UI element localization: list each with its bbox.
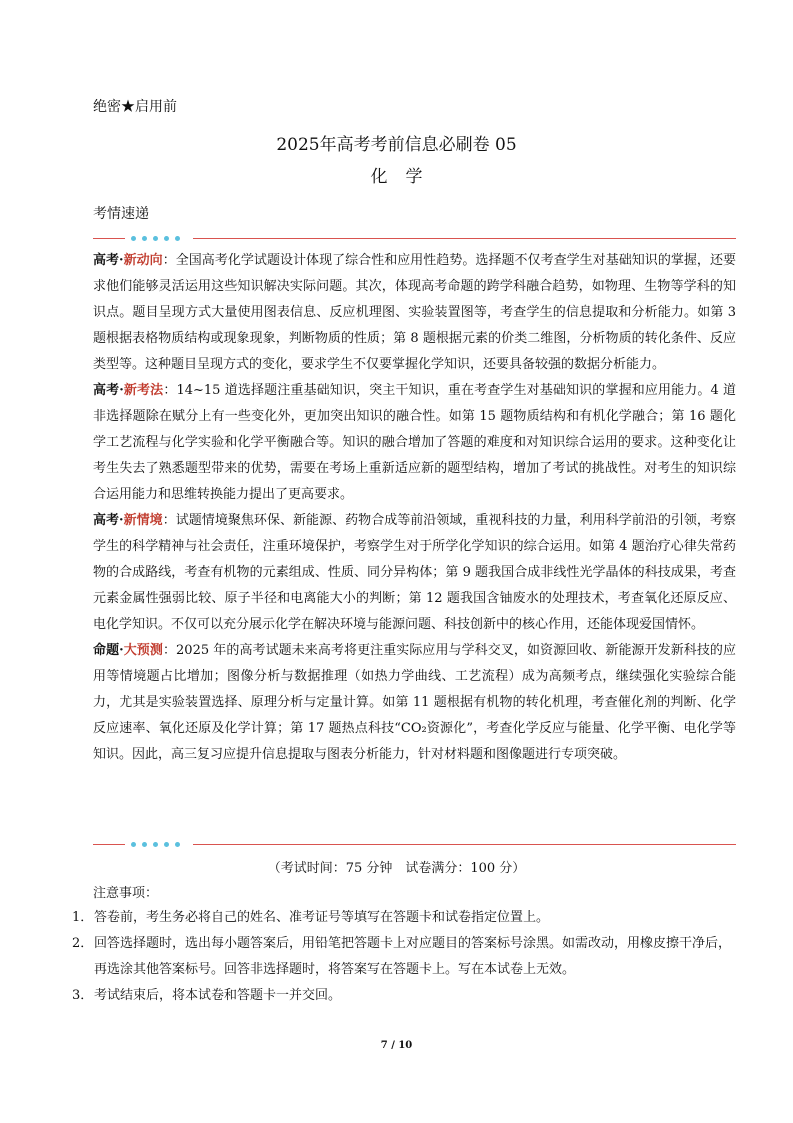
divider-dot xyxy=(164,236,169,241)
note-text: 考试结束后，将本试卷和答题卡一并交回。 xyxy=(94,988,342,1003)
section-heading: 考情速递 xyxy=(93,206,149,222)
page-title: 2025年高考考前信息必刷卷 05 xyxy=(276,135,517,155)
divider-dot xyxy=(142,236,147,241)
divider-dot xyxy=(164,842,169,847)
divider-dot xyxy=(175,236,180,241)
notes-list xyxy=(72,905,736,1009)
divider-line-left xyxy=(93,844,125,845)
divider-line-right xyxy=(193,844,736,845)
subject-title: 化学 xyxy=(370,167,441,187)
note-text: 回答选择题时，选出每小题答案后，用铅笔把答题卡上对应题目的答案标号涂黑。如需改动，用橡皮擦干净后，再选涂其他答案标号。回答非选择题时，将答案写在答题卡上。写在本试卷上无效。 xyxy=(94,936,732,977)
exam-info: （考试时间：75 分钟 试卷满分：100 分） xyxy=(267,861,526,876)
divider-line-left xyxy=(93,238,125,239)
divider-line-right xyxy=(193,238,736,239)
paragraph-tag: 高考·新情境 xyxy=(93,513,163,528)
notes-heading: 注意事项： xyxy=(93,886,159,901)
divider-dot xyxy=(175,842,180,847)
divider-dot xyxy=(142,842,147,847)
divider-dot xyxy=(153,236,158,241)
paragraph-new-context: 高考·新情境：试题情境聚焦环保、新能源、药物合成等前沿领域，重视科技的力量，利用科学前沿的引领，考察学生的科学精神与社会责任，注重环境保护，考察学生对于所学化学知识的综合运用。如第 4 题治疗心律失常药物的合成路线，考查有机物的元素组成、性质、同分异构体；第 9 题我国合成非线性光学晶体的科技成果，考查元素金属性强弱比较、原子半径和电离能大小的判断；第 12 题我国含铀废水的处理技术，考查氧化还原反应、电化学知识。不仅可以充分展示化学在解决环境与能源问题、科技创新中的核心作用，还能体现爱国情怀。 xyxy=(93,513,736,632)
paragraph-prediction: 命题·大预测：2025 年的高考试题未来高考将更注重实际应用与学科交叉，如资源回收、新能源开发新科技的应用等情境题占比增加；图像分析与数据推理（如热力学曲线、工艺流程）成为高频考点，继续强化实验综合能力，尤其是实验装置选择、原理分析与定量计算。如第 11 题根据有机物的转化机理，考查催化剂的判断、化学反应速率、氧化还原及化学计算；第 17 题热点科技“CO₂资源化”，考查化学反应与能量、化学平衡、电化学等知识。因此，高三复习应提升信息提取与图表分析能力，针对材料题和图像题进行专项突破。 xyxy=(93,643,736,762)
paragraph-new-method: 高考·新考法：14~15 道选择题注重基础知识，突主干知识，重在考查学生对基础知识的掌握和应用能力。4 道非选择题除在赋分上有一些变化外，更加突出知识的融合性。如第 15 题物质结构和有机化学融合；第 16 题化学工艺流程与化学实验和化学平衡融合等。知识的融合增加了答题的难度和对知识综合运用的要求。这种变化让考生失去了熟悉题型带来的优势，需要在考场上重新适应新的题型结构，增加了考试的挑战性。对考生的知识综合运用能力和思维转换能力提出了更高要求。 xyxy=(93,383,737,502)
note-number: 2． xyxy=(72,936,94,951)
divider-dot xyxy=(131,236,136,241)
secret-label: 绝密★启用前 xyxy=(93,99,177,115)
paragraph-new-trend: 高考·新动向：全国高考化学试题设计体现了综合性和应用性趋势。选择题不仅考查学生对基础知识的掌握，还要求他们能够灵活运用这些知识解决实际问题。其次，体现高考命题的跨学科融合趋势，如物理、生物等学科的知识点。题目呈现方式大量使用图表信息、反应机理图、实验装置图等，考查学生的信息提取和分析能力。如第 3 题根据表格物质结构或现象现象，判断物质的性质；第 8 题根据元素的价类二维图，分析物质的转化条件、反应类型等。这种题目呈现方式的变化，要求学生不仅要掌握化学知识，还要具备较强的数据分析能力。 xyxy=(93,253,736,372)
paragraph-tag: 高考·新动向 xyxy=(93,253,163,268)
bottom-divider xyxy=(93,840,736,850)
divider-dot xyxy=(131,842,136,847)
note-text: 答卷前，考生务必将自己的姓名、准考证号等填写在答题卡和试卷指定位置上。 xyxy=(94,910,550,925)
paragraph-tag: 高考·新考法 xyxy=(93,383,164,398)
note-item xyxy=(72,983,736,1009)
paragraph-tag: 命题·大预测 xyxy=(93,643,163,658)
note-item xyxy=(72,931,736,983)
trend-summary xyxy=(93,248,736,768)
note-item xyxy=(72,905,736,931)
divider-dot xyxy=(153,842,158,847)
top-divider xyxy=(93,234,736,244)
note-number: 1． xyxy=(72,910,94,925)
note-number: 3． xyxy=(72,988,94,1003)
page-number: 7 / 10 xyxy=(380,1040,413,1051)
